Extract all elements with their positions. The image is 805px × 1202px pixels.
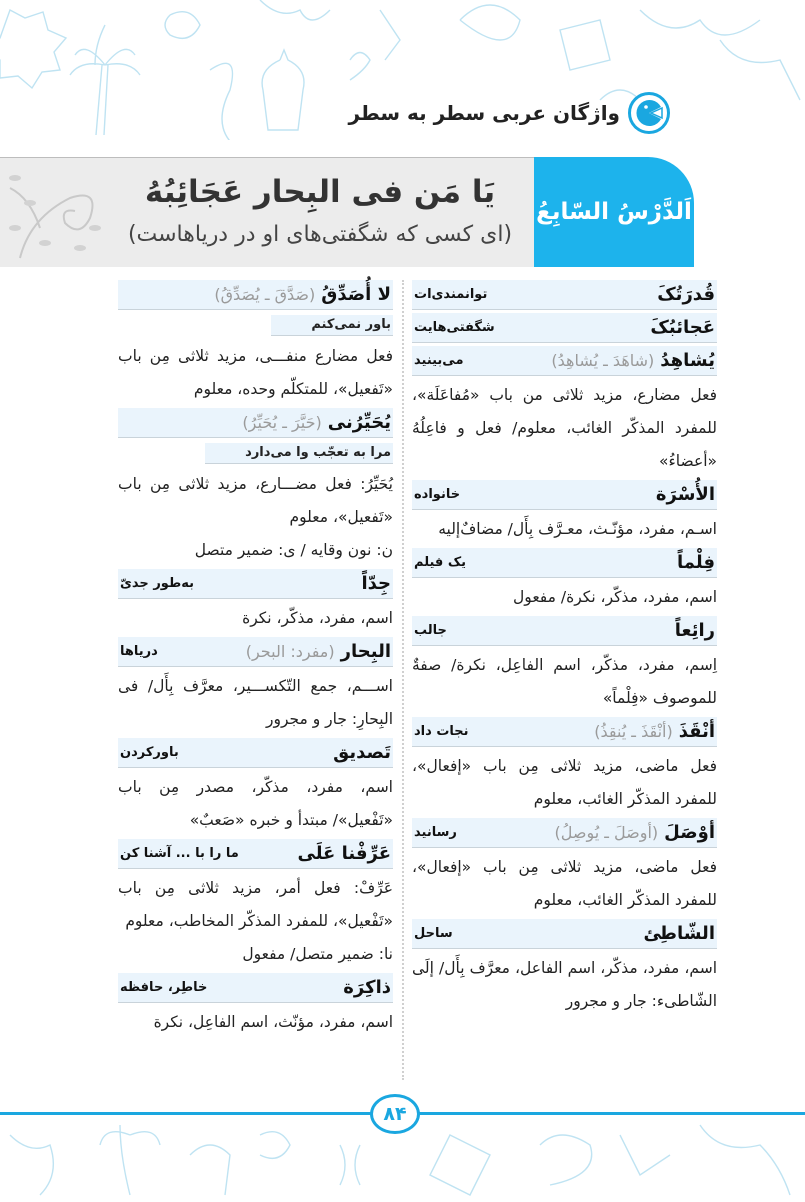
vocab-entry [412, 548, 717, 614]
persian-meaning: مرا به تعجّب وا می‌دارد [205, 443, 393, 464]
persian-meaning: نجات داد [414, 724, 469, 739]
grammar-description: ن: نون وقایه / ی: ضمیر متصل [194, 541, 393, 559]
arabic-word: یُحَیِّرُنی [327, 412, 391, 433]
lesson-subtitle: (ای کسی که شگفتی‌های او در دریاهاست) [127, 222, 513, 247]
persian-meaning: باور نمی‌کنم [271, 315, 393, 336]
vocab-entry [412, 919, 717, 1018]
word-row [118, 408, 393, 438]
word-group [333, 739, 391, 767]
word-group [677, 549, 715, 577]
word-row [412, 818, 717, 848]
grammar-description: اسم، مفرد، مذکّر، نکرة/ مفعول [513, 588, 717, 606]
persian-meaning: جالب [414, 623, 447, 638]
word-root-forms: (شاهَدَ ـ یُشاهِدُ) [551, 351, 655, 370]
word-row [412, 919, 717, 949]
persian-meaning: باورکردن [120, 745, 179, 760]
vocab-entry [412, 616, 717, 715]
arabic-word: جِدّاً [361, 573, 391, 594]
arabic-word: ذاکِرَة [343, 977, 391, 998]
grammar-description: فعل ماضی، مزید ثلاثی مِن باب «إفعال»، للمفرد المذکّر الغائب، معلوم [412, 757, 717, 808]
word-group [343, 974, 391, 1002]
arabic-word: عَجائبُکَ [650, 317, 715, 338]
vocab-entry [118, 408, 393, 567]
vocab-entry [118, 973, 393, 1039]
grammar-description: اِسم، مفرد، مذکّر، اسم الفاعِل، نکرة/ صفةٌ للموصوف «فِلْماً» [412, 656, 717, 707]
word-group [650, 314, 715, 342]
grammar-description: یُحَیِّرُ: فعل مضـــارع، مزید ثلاثی مِن باب «تَفعیل»، معلوم [118, 475, 393, 526]
word-row [412, 548, 717, 578]
word-root-forms: (أوصَلَ ـ یُوصِلُ) [554, 823, 659, 842]
word-group [246, 638, 391, 666]
vocab-entry [412, 717, 717, 816]
persian-meaning: یک فیلم [414, 555, 467, 570]
arabic-word: قُدرَتُکَ [657, 284, 715, 305]
word-row [412, 346, 717, 376]
grammar-description: فعل ماضی، مزید ثلاثی مِن باب «إفعال»، للمفرد المذکّر الغائب، معلوم [412, 858, 717, 909]
arabic-word: الشّاطِئ [643, 923, 715, 944]
word-root-forms: (حَیَّرَ ـ یُحَیِّرُ) [242, 413, 322, 432]
word-row [118, 738, 393, 768]
vocab-entry [118, 839, 393, 971]
vocab-entry [412, 480, 717, 546]
word-group [555, 819, 715, 847]
word-row [118, 280, 393, 310]
section-title: واژگان عربی سطر به سطر [348, 101, 620, 125]
word-root-forms: (صَدَّقَ ـ یُصَدِّقُ) [214, 285, 316, 304]
column-divider [402, 280, 404, 1080]
grammar-description: فعل مضارع منفـــی، مزید ثلاثی مِن باب «تَفعیل»، للمتکلّم وحده، معلوم [118, 347, 393, 398]
persian-meaning: به‌طور جدیّ [120, 576, 194, 591]
persian-meaning: ما را با ... آشنا کن [120, 846, 239, 861]
word-root-forms: (أنْقَذَ ـ یُنقِذُ) [594, 722, 673, 741]
persian-meaning: ساحل [414, 926, 453, 941]
persian-meaning: توانمندی‌ات [414, 287, 488, 302]
persian-meaning: می‌بینید [414, 353, 464, 368]
pacman-chat-icon [628, 92, 670, 134]
word-row [412, 717, 717, 747]
persian-meaning: خانواده [414, 487, 461, 502]
word-group [644, 920, 715, 948]
vocab-entry [412, 313, 717, 343]
arabic-word: عَرِّفْنا عَلَی [297, 843, 391, 864]
vocabulary-column-right [412, 280, 717, 1020]
vocab-entry [118, 569, 393, 635]
word-row [412, 616, 717, 646]
vocab-entry [118, 637, 393, 736]
grammar-description: فعل مضارع، مزید ثلاثی من باب «مُفاعَلَة»، للمفرد المذکّر الغائب، معلوم/ فعل و فاعِلُهُ «أعضاءُ» [412, 386, 717, 470]
arabic-word: تَصدیق [333, 742, 391, 763]
word-row [412, 480, 717, 510]
floral-ornament-icon [0, 158, 110, 268]
arabic-word: لا أُصَدِّقُ [321, 284, 391, 305]
word-group [297, 840, 391, 868]
vocabulary-column-left [118, 280, 393, 1041]
page-number: ۸۴ [370, 1094, 420, 1134]
banner-title-area [0, 157, 540, 267]
word-group [657, 281, 715, 309]
persian-meaning: خاطِر، حافظه [120, 980, 208, 995]
arabic-word: یُشاهِدُ [660, 350, 715, 371]
word-group [242, 409, 391, 437]
word-group [361, 570, 391, 598]
persian-meaning: رسانید [414, 825, 457, 840]
lesson-banner [0, 157, 805, 267]
grammar-description: اسم، مفرد، مؤنّث، اسم الفاعِل، نکرة [153, 1013, 393, 1031]
word-group [594, 718, 715, 746]
word-row [412, 313, 717, 343]
word-group [656, 481, 715, 509]
arabic-word: فِلْماً [677, 552, 715, 573]
grammar-description: عَرِّفْ: فعل أمر، مزید ثلاثی مِن باب «تَفْعیل»، للمفرد المذکّر المخاطب، معلوم [118, 879, 393, 930]
word-row [118, 973, 393, 1003]
word-root-forms: (مفرد: البحر) [245, 642, 335, 661]
word-row [412, 280, 717, 310]
vocabulary-columns [0, 280, 805, 1080]
lesson-number-tab: اَلدَّرْسُ السّابِعُ [534, 157, 694, 267]
vocab-entry [412, 280, 717, 310]
word-row [118, 569, 393, 599]
grammar-description: اسـم، مفرد، مؤنّـث، معـرَّف بِأَل/ مضافٌ‌إلیه [438, 520, 717, 538]
arabic-word: البِحار [340, 641, 391, 662]
grammar-description: نا: ضمیر متصل/ مفعول [242, 945, 393, 963]
word-group [551, 347, 715, 375]
grammar-description: اســـم، جمع التّکســـیر، معرَّف بِأَل/ فی البِحارِ: جار و مجرور [118, 677, 393, 728]
arabic-word: أنْقَذَ [678, 721, 715, 742]
word-group [214, 281, 391, 309]
persian-meaning: دریاها [120, 644, 158, 659]
vocab-entry [412, 346, 717, 478]
persian-meaning: شگفتی‌هایت [414, 320, 495, 335]
vocab-entry [118, 738, 393, 837]
arabic-word: الأُسْرَة [655, 484, 715, 505]
arabic-word: أوْصَلَ [664, 822, 715, 843]
vocab-entry [118, 280, 393, 406]
word-row [118, 839, 393, 869]
vocab-entry [412, 818, 717, 917]
grammar-description: اسم، مفرد، مذکّر، نکرة [242, 609, 393, 627]
section-header [348, 92, 670, 134]
word-row [118, 637, 393, 667]
grammar-description: اسم، مفرد، مذکّر، مصدر مِن باب «تَفْعیل»/ مبتدأ و خبره «صَعبٌ» [118, 778, 393, 829]
arabic-word: رائِعاً [674, 620, 715, 641]
word-group [675, 617, 715, 645]
lesson-title: یَا مَن فی البِحار عَجَائِبُهُ [144, 174, 496, 210]
grammar-description: اسم، مفرد، مذکّر، اسم الفاعل، معرَّف بِأَل/ إلَی الشّاطیء: جار و مجرور [412, 959, 717, 1010]
